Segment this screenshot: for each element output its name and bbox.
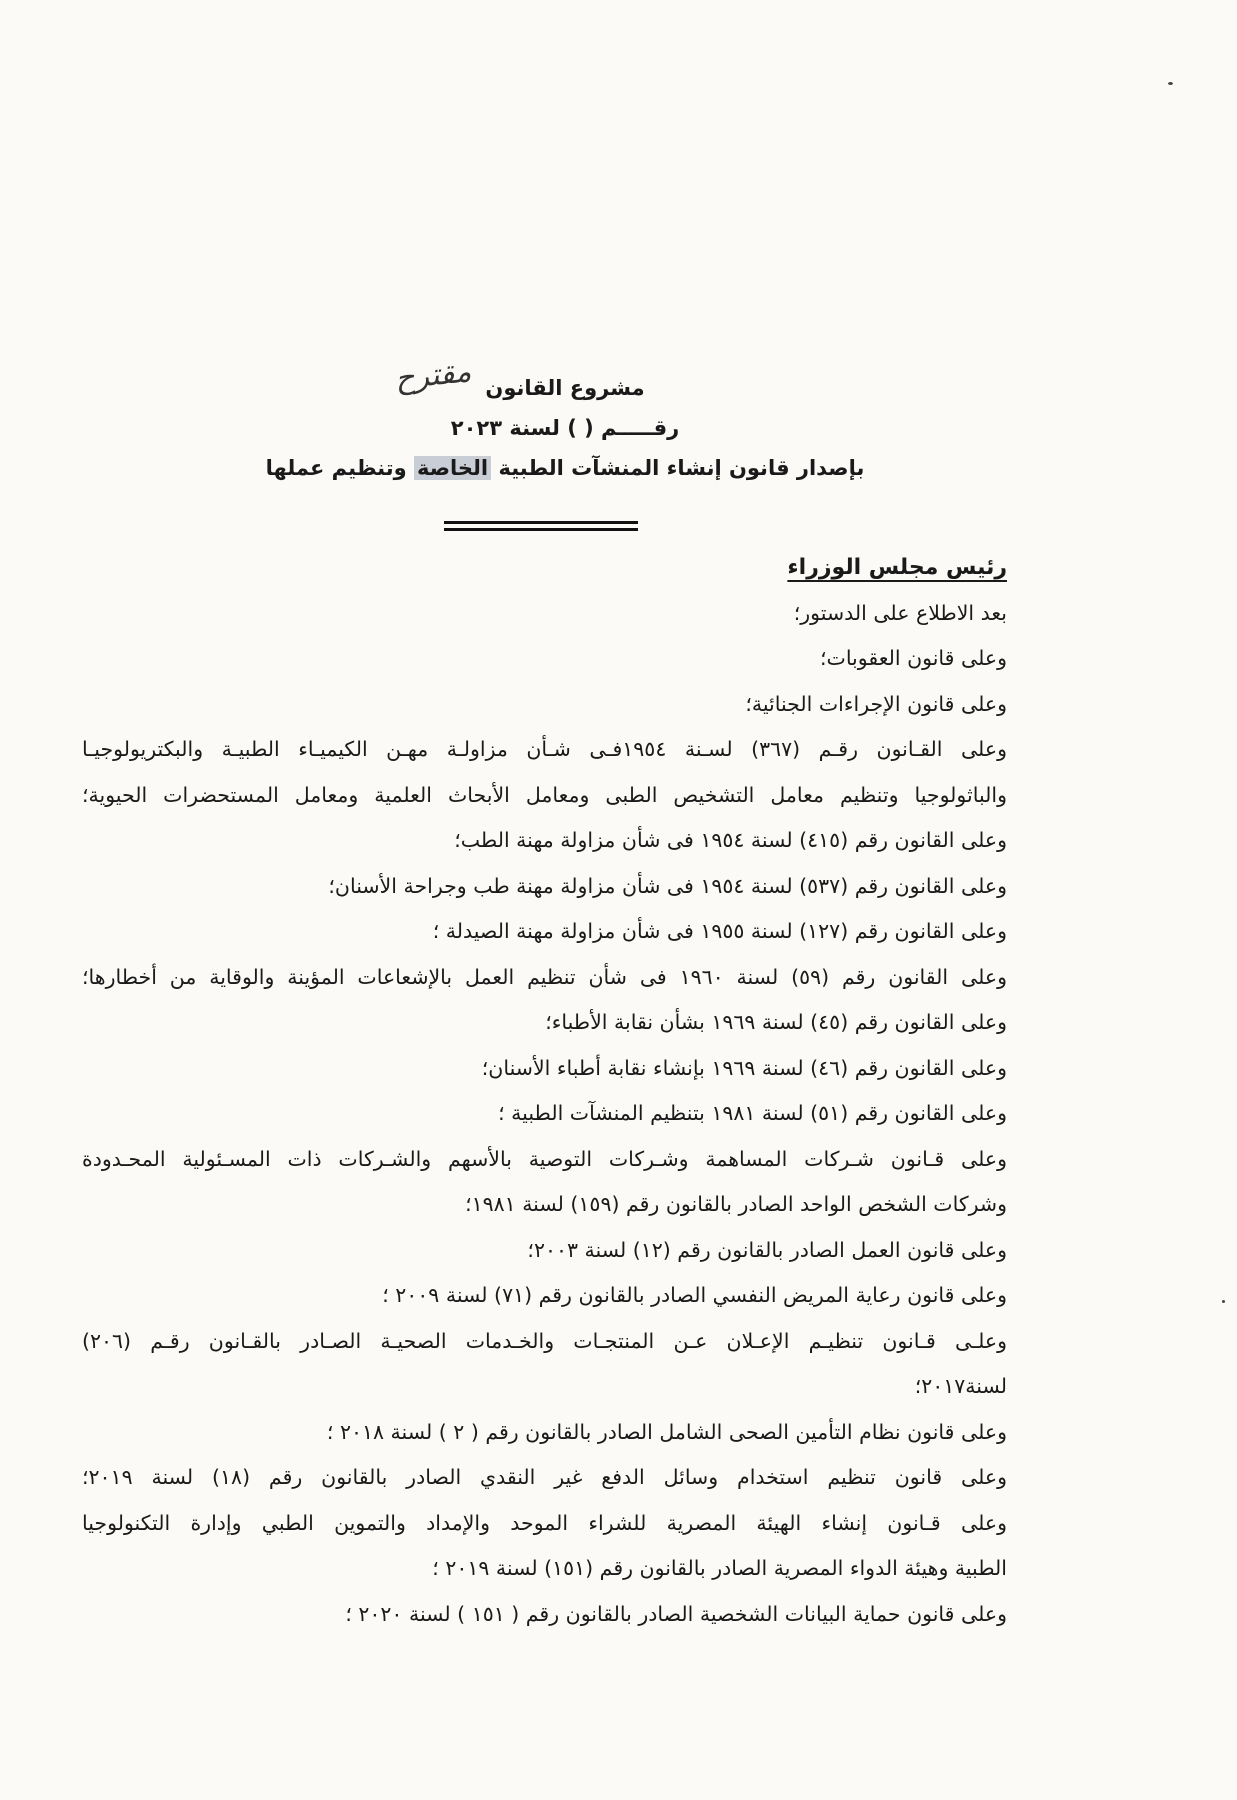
preamble-line: وعلى القانون رقم (٥٣٧) لسنة ١٩٥٤ فى شأن مزاولة مهنة طب وجراحة الأسنان؛: [328, 873, 1007, 898]
law-number-line: رقـــــم ( ) لسنة ٢٠٢٣: [450, 416, 680, 440]
law-subject-line: [250, 448, 880, 488]
preamble-line: وعلى القانون رقم (١٢٧) لسنة ١٩٥٥ فى شأن مزاولة مهنة الصيدلة ؛: [432, 919, 1007, 943]
preamble-line: وعلى قانون تنظيم استخدام وسائل الدفع غير النقدي الصادر بالقانون رقم (١٨) لسنة ٢٠١٩؛: [82, 1465, 1007, 1489]
document-header: [250, 354, 880, 488]
preamble-line: وعلى قانون العقوبات؛: [820, 646, 1007, 670]
preamble-line: وعلى القانون رقم (٤٥) لسنة ١٩٦٩ بشأن نقابة الأطباء؛: [545, 1010, 1007, 1034]
preamble-line: وعلى القـانون رقـم (٣٦٧) لسـنة ١٩٥٤فـى شـأن مزاولـة مهـن الكيميـاء الطبيـة والبكتريولوجيـا: [82, 737, 1007, 761]
preamble-line: والباثولوجيا وتنظيم معامل التشخيص الطبى ومعامل الأبحاث العلمية ومعامل المستحضرات الحيوية؛: [82, 782, 1007, 807]
document-body: [82, 545, 1007, 1637]
highlighted-word: الخاصة: [414, 456, 491, 480]
preamble-line: وعلى قـانون شـركات المساهمة وشـركات التوصية بالأسهم والشـركات ذات المسـئولية المحـدودة: [82, 1146, 1007, 1171]
preamble-line: وعلى قانون نظام التأمين الصحى الشامل الصادر بالقانون رقم ( ٢ ) لسنة ٢٠١٨ ؛: [326, 1419, 1007, 1444]
preamble-line: وعلى قانون العمل الصادر بالقانون رقم (١٢) لسنة ٢٠٠٣؛: [527, 1237, 1007, 1262]
title-wrap: [393, 354, 645, 408]
preamble-line: وعلى قانون رعاية المريض النفسي الصادر بالقانون رقم (٧١) لسنة ٢٠٠٩ ؛: [382, 1283, 1007, 1307]
scan-speck: [1168, 82, 1173, 85]
preamble-line: وعلـى قـانون تنظيـم الإعـلان عـن المنتجـات والخـدمات الصحيـة الصـادر بالقـانون رقـم (٢٠٦): [82, 1328, 1007, 1353]
preamble-line: وعلى قانون الإجراءات الجنائية؛: [745, 691, 1007, 716]
handwritten-annotation: مقترح: [393, 354, 473, 397]
preamble-line: وعلى القانون رقم (٤١٥) لسنة ١٩٥٤ فى شأن مزاولة مهنة الطب؛: [454, 828, 1007, 852]
preamble-line: وعلى قـانون إنشاء الهيئة المصرية للشراء الموحد والإمداد والتموين الطبي وإدارة التكنولوجيا: [82, 1510, 1007, 1535]
prime-minister-heading: رئيس مجلس الوزراء: [787, 555, 1007, 580]
preamble-line: وعلى القانون رقم (٥٩) لسنة ١٩٦٠ فى شأن تنظيم العمل بالإشعاعات المؤينة والوقاية من أخطارها؛: [82, 964, 1007, 989]
subject-text-start: بإصدار قانون إنشاء المنشآت الطبية: [498, 456, 865, 480]
draft-law-title: مشروع القانون: [485, 376, 645, 400]
preamble-line: لسنة٢٠١٧؛: [914, 1374, 1007, 1398]
preamble-line: وعلى القانون رقم (٤٦) لسنة ١٩٦٩ بإنشاء نقابة أطباء الأسنان؛: [481, 1055, 1007, 1080]
subject-text-end: وتنظيم عملها: [265, 456, 407, 480]
title-double-rule: [444, 521, 638, 535]
preamble-line: الطبية وهيئة الدواء المصرية الصادر بالقانون رقم (١٥١) لسنة ٢٠١٩ ؛: [432, 1556, 1007, 1580]
preamble-line: وشركات الشخص الواحد الصادر بالقانون رقم (١٥٩) لسنة ١٩٨١؛: [465, 1192, 1007, 1216]
preamble-line: وعلى القانون رقم (٥١) لسنة ١٩٨١ بتنظيم المنشآت الطبية ؛: [498, 1101, 1007, 1125]
preamble-line: بعد الاطلاع على الدستور؛: [793, 600, 1007, 625]
preamble-line: وعلى قانون حماية البيانات الشخصية الصادر بالقانون رقم ( ١٥١ ) لسنة ٢٠٢٠ ؛: [345, 1601, 1007, 1626]
scan-speck: [1222, 1300, 1225, 1303]
